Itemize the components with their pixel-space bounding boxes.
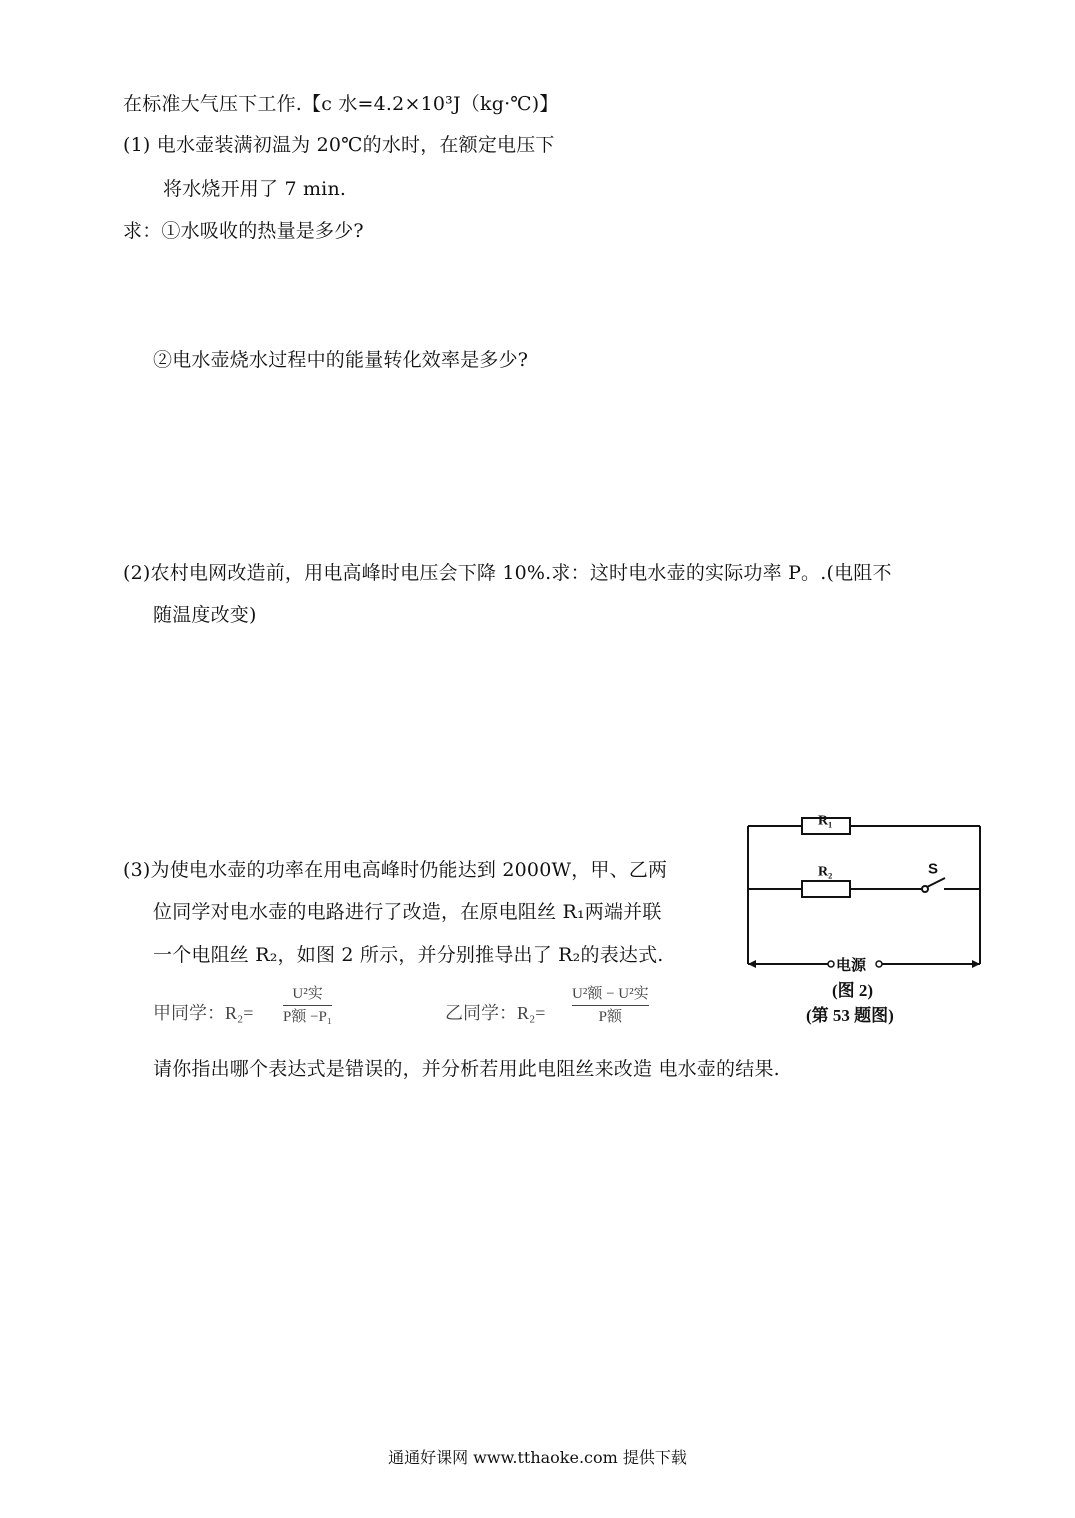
source-label: 电源 [836,956,867,974]
question-1-sub-2: ②电水壶烧水过程中的能量转化效率是多少? [153,349,529,371]
source-terminal [828,961,834,967]
r1-label: R₁ [818,813,833,829]
fraction-bar [572,1005,649,1006]
source-terminal [876,961,882,967]
switch-blade [927,878,945,887]
formula-jia-denominator: P额 −P₁ [283,1009,333,1025]
arrow-left-icon [748,960,756,968]
question-3-line-4: 请你指出哪个表达式是错误的，并分析若用此电阻丝来改造 电水壶的结果. [153,1058,780,1080]
text-line-1: 在标准大气压下工作.【c 水=4.2×10³J（kg·℃)】 [123,93,559,115]
question-1-line-1: (1) 电水壶装满初温为 20℃的水时，在额定电压下 [123,134,555,156]
figure-question-caption: (第 53 题图) [806,1006,894,1025]
question-3-line-2: 位同学对电水壶的电路进行了改造，在原电阻丝 R₁两端并联 [153,901,662,923]
page-footer: 通通好课网 www.tthaoke.com 提供下载 [388,1448,687,1467]
circuit-diagram [742,812,992,977]
question-2-line-2: 随温度改变) [153,604,257,626]
question-1-sub-1: 求：①水吸收的热量是多少? [123,220,364,242]
switch-label: S [928,860,939,878]
arrow-right-icon [972,960,980,968]
question-3-line-1: (3)为使电水壶的功率在用电高峰时仍能达到 2000W，甲、乙两 [123,859,668,881]
resistor-r2 [802,881,850,897]
formula-yi-label: 乙同学：R₂= [445,1003,546,1023]
question-2-line-1: (2)农村电网改造前，用电高峰时电压会下降 10%.求：这时电水壶的实际功率 P。.(电阻不 [123,562,892,584]
question-3-line-3: 一个电阻丝 R₂，如图 2 所示，并分别推导出了 R₂的表达式. [153,944,664,966]
formula-yi-fraction [572,985,649,1026]
r2-label: R₂ [818,864,833,880]
formula-jia-numerator: U²实 [292,986,323,1002]
figure-caption: (图 2) [832,981,874,1000]
formula-yi-denominator: P额 [598,1009,622,1025]
formula-yi-numerator: U²额 − U²实 [572,986,649,1002]
formula-jia-fraction [283,985,332,1026]
question-1-line-2: 将水烧开用了 7 min. [163,178,347,200]
fraction-bar [283,1005,332,1006]
formula-jia-label: 甲同学：R₂= [153,1003,254,1023]
